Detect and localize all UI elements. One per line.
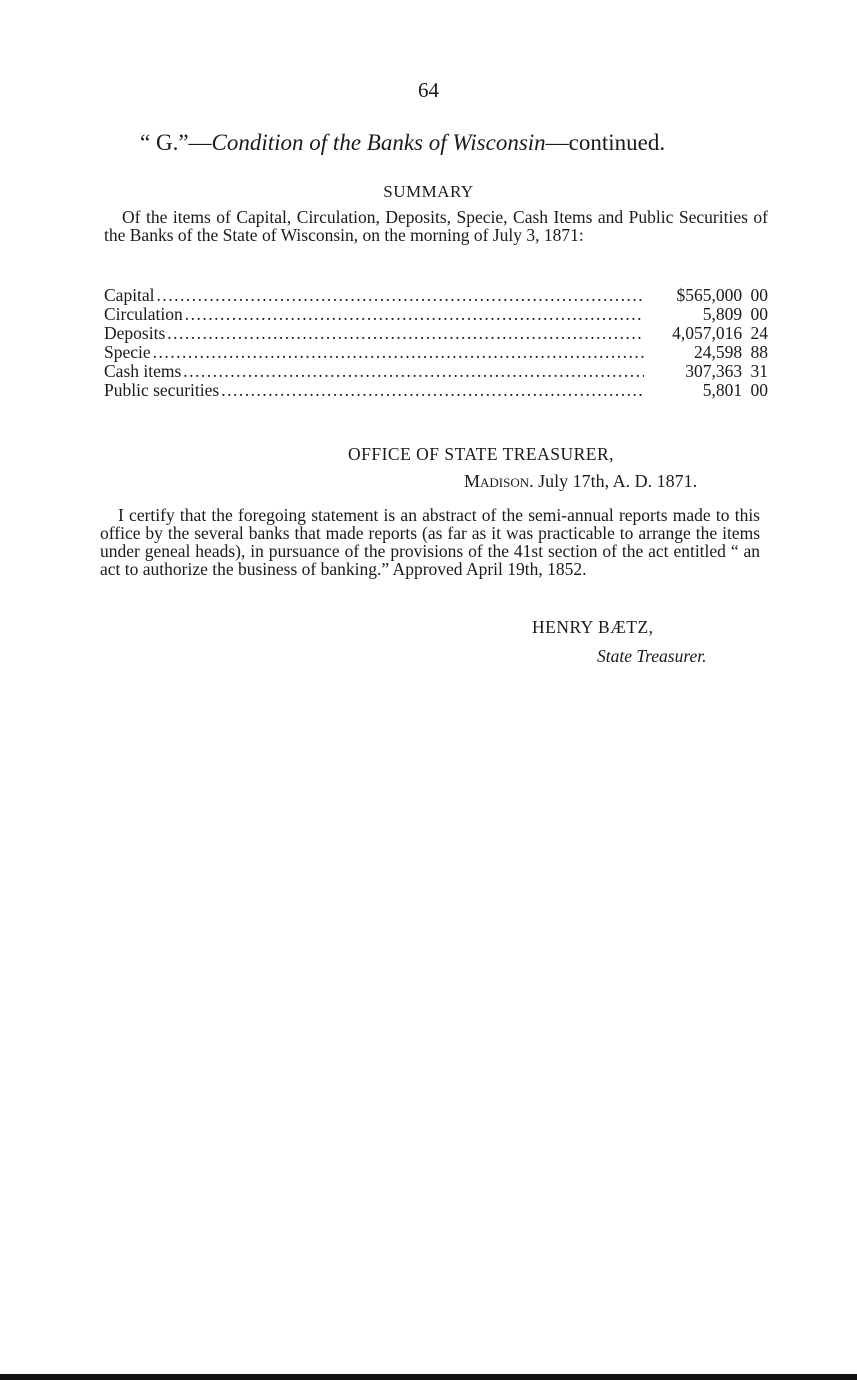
row-label: Cash items xyxy=(104,361,182,381)
row-label: Circulation xyxy=(104,304,183,324)
summary-row xyxy=(104,381,768,400)
certification-paragraph: I certify that the foregoing statement is an abstract of the semi-annual reports made to this office by the several banks that made reports (as far as it was practicable to arrange the items under geneal heads), in pursuance of the provisions of the 41st section of the act entitled “ an act to authorize the business of banking.” Approved April 19th, 1852. xyxy=(100,505,760,579)
row-amount: 5,801 00 xyxy=(702,380,768,400)
page-number: 64 xyxy=(418,78,439,102)
heading-suffix: —continued. xyxy=(545,130,666,155)
dot-leader xyxy=(157,286,644,305)
row-amount: 5,809 00 xyxy=(702,304,768,324)
summary-row xyxy=(104,324,768,343)
row-label: Public securities xyxy=(104,380,220,400)
dot-leader xyxy=(185,305,644,324)
dateline xyxy=(464,471,697,492)
row-amount: 4,057,016 24 xyxy=(672,323,768,343)
page-bottom-border xyxy=(0,1374,857,1380)
dateline-place: Madison. xyxy=(464,471,534,491)
summary-row xyxy=(104,362,768,381)
page-heading xyxy=(140,130,665,156)
summary-title: SUMMARY xyxy=(383,182,474,201)
row-amount: 307,363 31 xyxy=(685,361,768,381)
row-label: Specie xyxy=(104,342,151,362)
row-amount: $565,000 00 xyxy=(676,285,768,305)
heading-title: Condition of the Banks of Wisconsin xyxy=(211,130,546,155)
summary-intro: Of the items of Capital, Circulation, Deposits, Specie, Cash Items and Public Securities of the Banks of the State of Wisconsin, on the morning of July 3, 1871: xyxy=(104,207,768,245)
heading-prefix: “ G.”— xyxy=(140,130,212,155)
office-heading: OFFICE OF STATE TREASURER, xyxy=(348,444,615,464)
signer-title: State Treasurer. xyxy=(597,646,707,666)
row-amount: 24,598 88 xyxy=(694,342,768,362)
summary-table xyxy=(104,286,768,400)
summary-row xyxy=(104,305,768,324)
summary-row xyxy=(104,343,768,362)
dot-leader xyxy=(183,362,644,381)
dateline-date: July 17th, A. D. 1871. xyxy=(538,471,698,491)
dot-leader xyxy=(167,324,644,343)
row-label: Capital xyxy=(104,285,155,305)
signer-name: HENRY BÆTZ, xyxy=(532,617,654,637)
summary-row xyxy=(104,286,768,305)
row-label: Deposits xyxy=(104,323,166,343)
dot-leader xyxy=(221,381,644,400)
dot-leader xyxy=(153,343,644,362)
